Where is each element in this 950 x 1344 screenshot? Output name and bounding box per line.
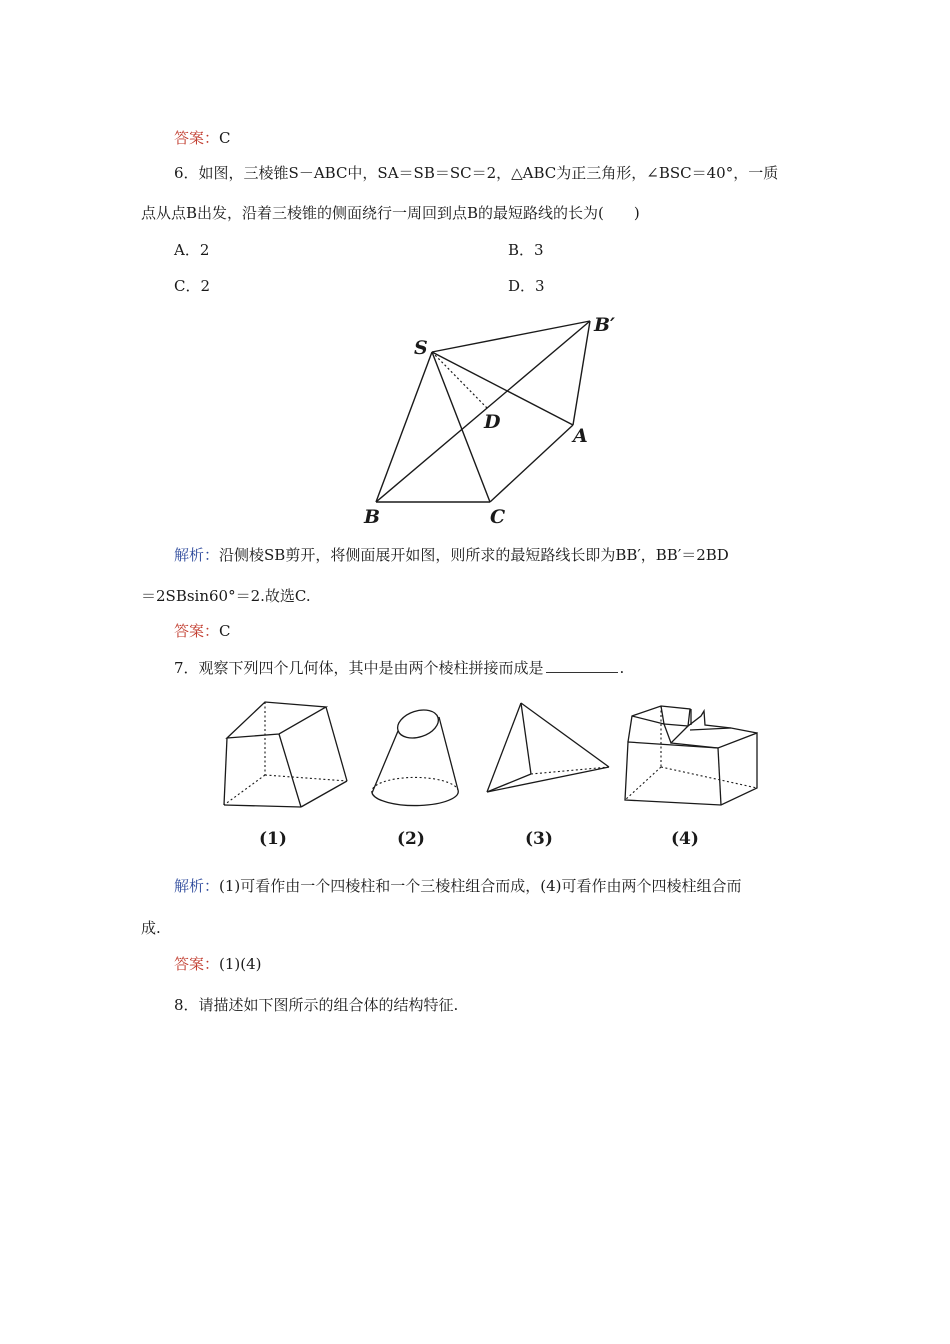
label-solid-2: (2) — [397, 829, 425, 849]
q6-option-b: B．3 — [508, 241, 544, 259]
label-s: S — [414, 337, 428, 359]
q6-analysis-line2: ＝2SBsin60°＝2.故选C. — [141, 587, 311, 605]
q6-question-line1: 6．如图，三棱锥S－ABC中，SA＝SB＝SC＝2，△ABC为正三角形，∠BSC＝40°，一质 — [174, 164, 779, 182]
solid-3 — [487, 703, 609, 792]
edge-a-c — [490, 425, 573, 502]
label-solid-4: (4) — [671, 829, 699, 849]
answer-blank — [546, 658, 618, 673]
q7-question-end: . — [619, 659, 625, 677]
q6-question-line2: 点从点B出发，沿着三棱锥的侧面绕行一周回到点B的最短路线的长为( ) — [141, 204, 640, 222]
edge-b-s — [376, 352, 432, 502]
label-a: A — [573, 425, 588, 447]
q7-answer — [174, 954, 262, 974]
q7-question-text: 7．观察下列四个几何体，其中是由两个棱柱拼接而成是 — [174, 659, 544, 677]
q8-question: 8．请描述如下图所示的组合体的结构特征. — [174, 996, 459, 1014]
answer-value: C — [219, 622, 231, 640]
segment-b-bprime — [376, 321, 590, 502]
solid-1 — [224, 702, 347, 807]
q5-answer — [174, 128, 231, 148]
analysis-text: (1)可看作由一个四棱柱和一个三棱柱组合而成，(4)可看作由两个四棱柱组合而 — [219, 877, 742, 895]
answer-label: 答案： — [174, 129, 220, 147]
label-b: B — [364, 506, 381, 528]
analysis-label: 解析： — [174, 877, 220, 895]
four-solids-figure — [215, 695, 770, 855]
label-c: C — [490, 506, 506, 528]
edge-s-c — [432, 352, 490, 502]
q6-option-a: A．2 — [174, 241, 210, 259]
solid-4 — [625, 706, 757, 805]
q7-analysis-line1 — [174, 876, 742, 896]
q7-analysis-line2: 成. — [141, 919, 161, 937]
segment-s-d-dotted — [432, 352, 488, 409]
solid-2 — [372, 705, 458, 805]
label-d: D — [484, 411, 501, 433]
answer-label: 答案： — [174, 955, 220, 973]
unfolded-pyramid-figure — [360, 305, 630, 530]
edge-s-bprime — [432, 321, 590, 352]
edge-s-a — [432, 352, 573, 425]
label-b-prime: B′ — [594, 314, 616, 336]
label-solid-1: (1) — [259, 829, 287, 849]
q7-question — [174, 658, 624, 678]
answer-label: 答案： — [174, 622, 220, 640]
analysis-label: 解析： — [174, 546, 220, 564]
answer-value: C — [219, 129, 231, 147]
answer-value: (1)(4) — [219, 955, 262, 973]
q6-option-d: D．3 — [508, 277, 545, 295]
label-solid-3: (3) — [525, 829, 553, 849]
edge-bprime-a — [573, 321, 590, 425]
q6-analysis-line1 — [174, 545, 729, 565]
q6-answer — [174, 621, 231, 641]
analysis-text: 沿侧棱SB剪开，将侧面展开如图，则所求的最短路线长即为BB′，BB′＝2BD — [219, 546, 729, 564]
q6-option-c: C．2 — [174, 277, 211, 295]
